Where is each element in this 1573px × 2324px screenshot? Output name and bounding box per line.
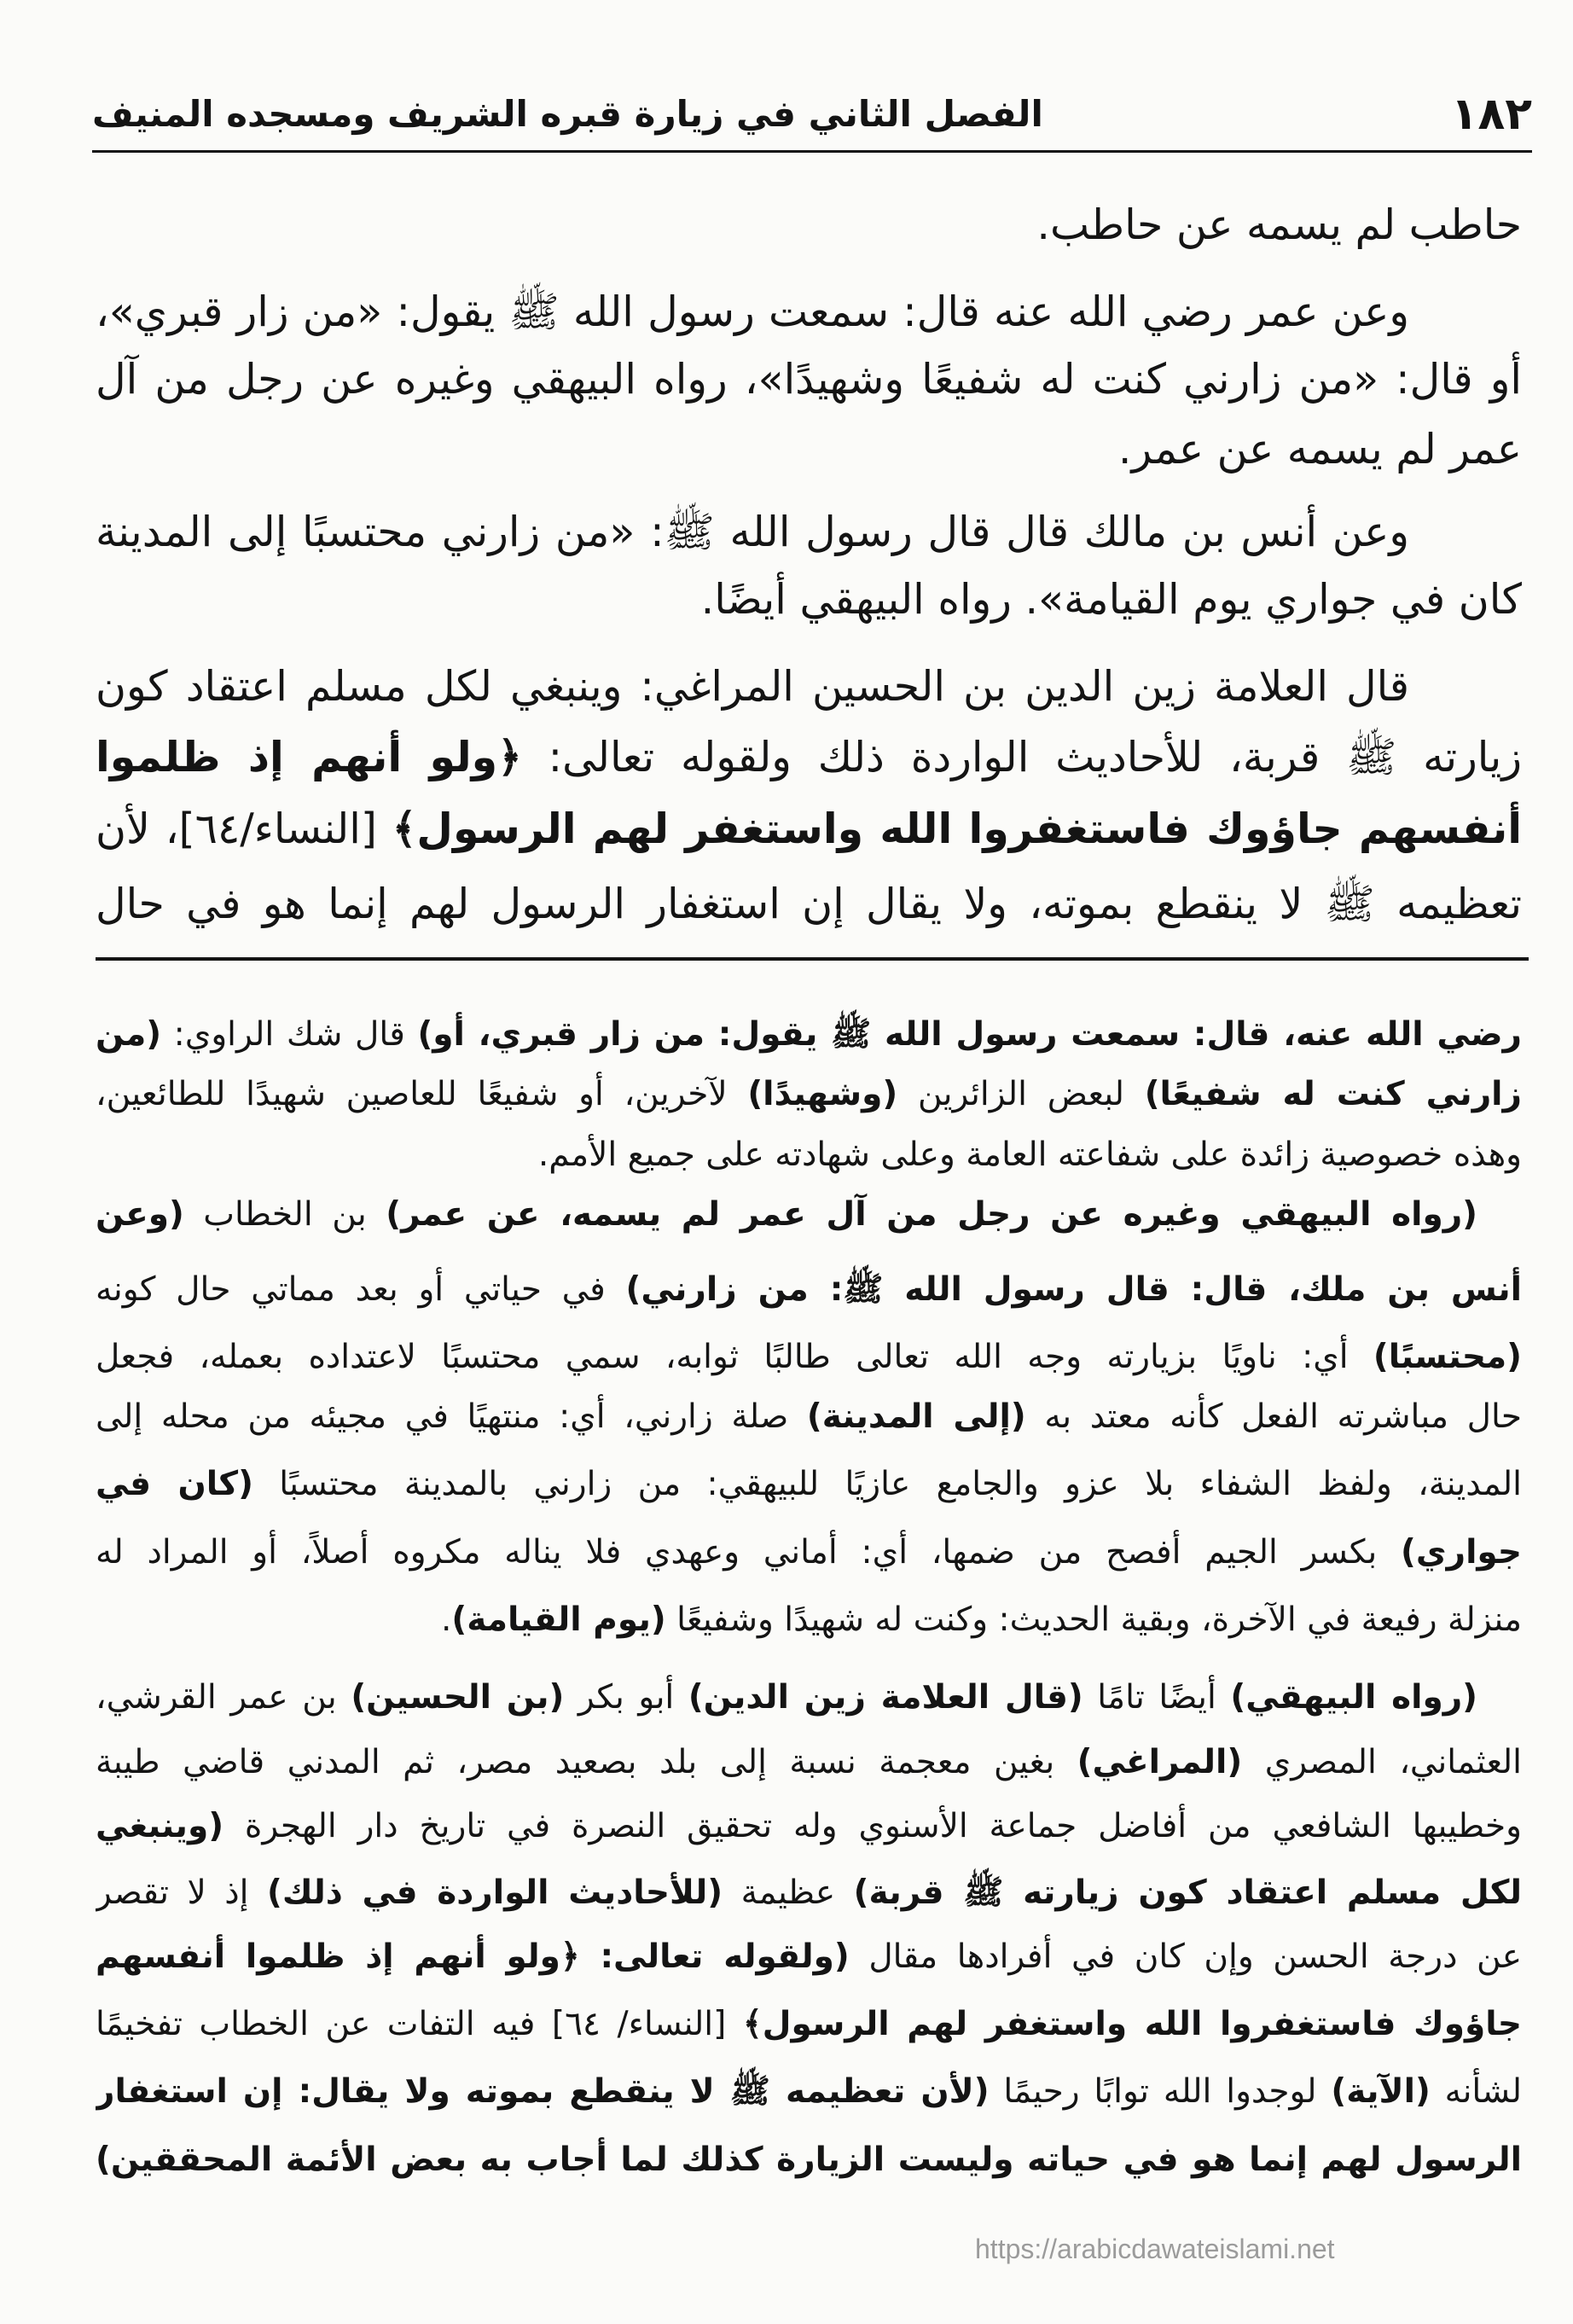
matn-quote: (وشهيدًا) bbox=[747, 1075, 898, 1113]
commentary-text: العثماني، المصري bbox=[1242, 1743, 1522, 1781]
quran-verse: ﴿ولو أنهم إذ ظلموا bbox=[96, 733, 522, 781]
matn-quote: (من bbox=[96, 1015, 162, 1054]
matn-quote: (كان في bbox=[96, 1465, 253, 1503]
matn-quote: (إلى المدينة) bbox=[806, 1397, 1026, 1436]
commentary-text: لبعض الزائرين bbox=[897, 1075, 1145, 1113]
main-text-line bbox=[96, 189, 1522, 261]
commentary-text: قال شك الراوي: bbox=[161, 1015, 418, 1054]
commentary-line bbox=[96, 1590, 1522, 1650]
commentary-line bbox=[96, 2130, 1522, 2190]
commentary-text: بكسر الجيم أفصح من ضمها، أي: أماني وعهدي فلا يناله مكروه أصلاً، أو المراد له bbox=[96, 1533, 1402, 1572]
matn-quote: لكل مسلم اعتقاد كون زيارته ﷺ قربة) bbox=[853, 1874, 1522, 1912]
matn-quote: (وينبغي bbox=[96, 1807, 224, 1845]
commentary-text: لآخرين، أو شفيعًا للعاصين شهيدًا للطائعين، bbox=[96, 1075, 748, 1113]
quran-verse: أنفسهم جاؤوك فاستغفروا الله واستغفر لهم الرسول﴾ bbox=[392, 805, 1522, 853]
commentary-line bbox=[96, 1065, 1522, 1124]
text-segment: زيارته ﷺ قربة، للأحاديث الواردة ذلك ولقوله تعالى: bbox=[521, 733, 1522, 781]
matn-quote: (رواه البيهقي) bbox=[1230, 1678, 1477, 1717]
commentary-line bbox=[96, 1387, 1522, 1447]
commentary-line bbox=[96, 1185, 1522, 1245]
main-text-line bbox=[96, 651, 1522, 723]
text-segment: عمر لم يسمه عن عمر. bbox=[1117, 425, 1522, 474]
text-segment: تعظيمه ﷺ لا ينقطع بموته، ولا يقال إن استغفار الرسول لهم إنما هو في حال bbox=[96, 880, 1522, 928]
commentary-text: إذ لا تقصر bbox=[96, 1874, 267, 1912]
commentary-text: عن درجة الحسن وإن كان في أفرادها مقال bbox=[849, 1938, 1522, 1976]
footnote-separator bbox=[96, 957, 1529, 961]
commentary-line bbox=[96, 1260, 1522, 1320]
commentary-text: صلة زارني، أي: منتهيًا في مجيئه من محله إلى bbox=[96, 1397, 807, 1436]
commentary-text: بن الخطاب bbox=[183, 1195, 386, 1234]
matn-quote: (الآية) bbox=[1331, 2072, 1431, 2111]
commentary-line bbox=[96, 1328, 1522, 1387]
matn-quote: الرسول لهم إنما هو في حياته وليست الزيارة كذلك لما أجاب به بعض الأئمة المحققين) bbox=[96, 2141, 1522, 2179]
matn-quote: زارني كنت له شفيعًا) bbox=[1144, 1075, 1522, 1113]
commentary-text: لشأنه bbox=[1430, 2072, 1522, 2111]
watermark-url: https://arabicdawateislami.net bbox=[975, 2234, 1335, 2264]
commentary-text: وخطيبها الشافعي من أفاضل جماعة الأسنوي وله تحقيق النصرة في تاريخ دار الهجرة bbox=[223, 1807, 1522, 1845]
matn-quote: (لأن تعظيمه ﷺ لا ينقطع بموته ولا يقال: إن استغفار bbox=[96, 2072, 990, 2111]
text-segment: كان في جواري يوم القيامة». رواه البيهقي أيضًا. bbox=[700, 575, 1522, 624]
text-segment: [النساء/٦٤]، لأن bbox=[96, 805, 392, 853]
commentary-text: بغين معجمة نسبة إلى بلد بصعيد مصر، ثم المدني قاضي طيبة bbox=[96, 1743, 1077, 1781]
text-segment: قال العلامة زين الدين بن الحسين المراغي: وينبغي لكل مسلم اعتقاد كون bbox=[96, 662, 1409, 711]
matn-quote: رضي الله عنه، قال: سمعت رسول الله ﷺ يقول: من زار قبري، أو) bbox=[417, 1015, 1522, 1054]
commentary-text: منزلة رفيعة في الآخرة، وبقية الحديث: وكنت له شهيدًا وشفيعًا bbox=[665, 1601, 1522, 1639]
commentary-line bbox=[96, 1125, 1522, 1185]
matn-quote: جواري) bbox=[1401, 1533, 1522, 1572]
main-text-line bbox=[96, 344, 1522, 415]
commentary-text: بن عمر القرشي، bbox=[96, 1678, 351, 1717]
main-text-line bbox=[96, 276, 1522, 348]
running-header bbox=[92, 84, 1532, 145]
commentary-text: أبو بكر bbox=[564, 1678, 688, 1717]
commentary-line bbox=[96, 1927, 1522, 1987]
matn-quote: (بن الحسين) bbox=[351, 1678, 565, 1717]
commentary-line bbox=[96, 2062, 1522, 2122]
main-text-line bbox=[96, 414, 1522, 485]
matn-quote: (محتسبًا) bbox=[1373, 1338, 1522, 1376]
main-text-line bbox=[96, 793, 1522, 865]
text-segment: وعن أنس بن مالك قال قال رسول الله ﷺ: «من زارني محتسبًا إلى المدينة bbox=[96, 508, 1409, 556]
chapter-title: الفصل الثاني في زيارة قبره الشريف ومسجده المنيف bbox=[92, 93, 1043, 135]
commentary-text: حال مباشرته الفعل كأنه معتد به bbox=[1025, 1397, 1522, 1436]
commentary-line bbox=[96, 1455, 1522, 1514]
text-segment: أو قال: «من زارني كنت له شفيعًا وشهيدًا»، رواه البيهقي وغيره عن رجل من آل bbox=[96, 355, 1522, 404]
matn-quote: (قال العلامة زين الدين) bbox=[688, 1678, 1083, 1717]
commentary-text: أي: ناويًا بزيارته وجه الله تعالى طالبًا ثوابه، سمي محتسبًا لاعتداده بعمله، فجعل bbox=[96, 1338, 1373, 1376]
matn-quote: أنس بن ملك، قال: قال رسول الله ﷺ: من زارني) bbox=[625, 1270, 1522, 1309]
matn-quote: (رواه البيهقي وغيره عن رجل من آل عمر لم يسمه، عن عمر) bbox=[386, 1195, 1478, 1234]
main-text-line bbox=[96, 497, 1522, 568]
commentary-text: المدينة، ولفظ الشفاء بلا عزو والجامع عازيًا للبيهقي: من زارني بالمدينة محتسبًا bbox=[252, 1465, 1522, 1503]
commentary-text: في حياتي أو بعد مماتي حال كونه bbox=[96, 1270, 626, 1309]
header-rule bbox=[92, 150, 1532, 153]
commentary-text: . bbox=[441, 1601, 452, 1639]
matn-quote: (المراغي) bbox=[1077, 1743, 1243, 1781]
commentary-line bbox=[96, 1733, 1522, 1792]
commentary-line bbox=[96, 1005, 1522, 1065]
commentary-line bbox=[96, 1863, 1522, 1923]
matn-quote: جاؤوك فاستغفروا الله واستغفر لهم الرسول﴾ bbox=[742, 2005, 1522, 2043]
main-text-line bbox=[96, 564, 1522, 636]
text-segment: حاطب لم يسمه عن حاطب. bbox=[1036, 200, 1522, 249]
commentary-line bbox=[96, 1995, 1522, 2054]
main-text-line bbox=[96, 722, 1522, 793]
commentary-line bbox=[96, 1797, 1522, 1856]
matn-quote: (يوم القيامة) bbox=[451, 1601, 666, 1639]
matn-quote: (للأحاديث الواردة في ذلك) bbox=[267, 1874, 723, 1912]
commentary-text: عظيمة bbox=[723, 1874, 854, 1912]
matn-quote: (ولقوله تعالى: ﴿ولو أنهم إذ ظلموا أنفسهم bbox=[96, 1938, 850, 1976]
text-segment: وعن عمر رضي الله عنه قال: سمعت رسول الله ﷺ يقول: «من زار قبري»، bbox=[96, 288, 1409, 336]
commentary-line bbox=[96, 1668, 1522, 1728]
commentary-text: لوجدوا الله توابًا رحيمًا bbox=[989, 2072, 1332, 2111]
commentary-text: أيضًا تامًا bbox=[1083, 1678, 1231, 1717]
commentary-text: وهذه خصوصية زائدة على شفاعته العامة وعلى شهادته على جميع الأمم. bbox=[537, 1136, 1522, 1174]
page-number: ١٨٢ bbox=[1450, 89, 1532, 140]
commentary-line bbox=[96, 1523, 1522, 1583]
commentary-text: [النساء/ ٦٤] فيه التفات عن الخطاب تفخيمًا bbox=[96, 2005, 743, 2043]
matn-quote: (وعن bbox=[96, 1195, 184, 1234]
main-text-line bbox=[96, 869, 1522, 940]
